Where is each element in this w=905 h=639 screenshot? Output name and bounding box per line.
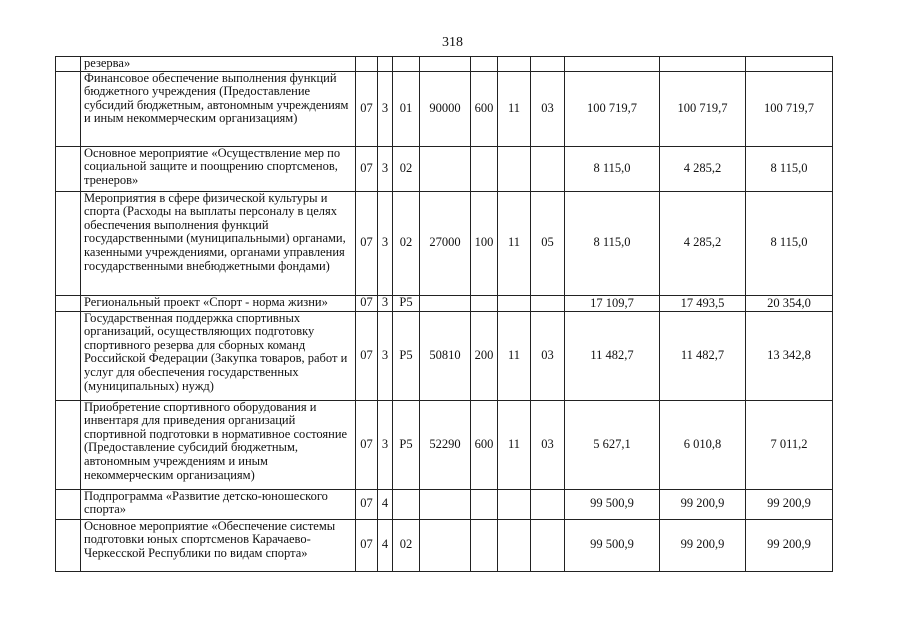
subprogram-code-cell: 3 xyxy=(378,295,393,311)
amount-year1-cell xyxy=(565,57,660,72)
direction-code-cell: 90000 xyxy=(420,71,471,146)
event-code-cell xyxy=(393,57,420,72)
section-code-cell: 07 xyxy=(356,295,378,311)
section-code-cell xyxy=(356,57,378,72)
row-name-cell: Основное мероприятие «Обеспечение системы подготовки юных спортсменов Карачаево-Черкесской Республики по видам спорта» xyxy=(81,519,356,571)
row-index-cell xyxy=(56,295,81,311)
direction-code-cell xyxy=(420,519,471,571)
subsection-cell: 03 xyxy=(531,71,565,146)
subsection-cell xyxy=(531,295,565,311)
section-code-cell: 07 xyxy=(356,146,378,191)
amount-year3-cell xyxy=(746,57,833,72)
table-row xyxy=(56,191,833,295)
expense-type-cell xyxy=(471,295,498,311)
row-name-cell: Региональный проект «Спорт - норма жизни» xyxy=(81,295,356,311)
expense-type-cell xyxy=(471,146,498,191)
amount-year2-cell xyxy=(660,57,746,72)
amount-year1-cell: 17 109,7 xyxy=(565,295,660,311)
chapter-cell xyxy=(498,489,531,519)
amount-year1-cell: 8 115,0 xyxy=(565,146,660,191)
row-index-cell xyxy=(56,489,81,519)
subprogram-code-cell xyxy=(378,57,393,72)
amount-year2-cell: 99 200,9 xyxy=(660,489,746,519)
subsection-cell xyxy=(531,146,565,191)
direction-code-cell: 50810 xyxy=(420,311,471,400)
row-index-cell xyxy=(56,311,81,400)
direction-code-cell: 52290 xyxy=(420,400,471,489)
event-code-cell: P5 xyxy=(393,311,420,400)
row-name-cell: Государственная поддержка спортивных организаций, осуществляющих подготовку спортивного резерва для сборных команд Российской Федерации (Закупка товаров, работ и услуг для обеспечения государственных (муниципальных) нужд) xyxy=(81,311,356,400)
subprogram-code-cell: 3 xyxy=(378,191,393,295)
event-code-cell: 02 xyxy=(393,146,420,191)
chapter-cell xyxy=(498,57,531,72)
row-name-cell: Приобретение спортивного оборудования и инвентаря для приведения организаций спортивной подготовки в нормативное состояние (Предоставление субсидий бюджетным, автономным учреждениям и иным некоммерческим организациям) xyxy=(81,400,356,489)
amount-year3-cell: 20 354,0 xyxy=(746,295,833,311)
row-name-cell: Подпрограмма «Развитие детско-юношеского спорта» xyxy=(81,489,356,519)
table-row xyxy=(56,489,833,519)
subprogram-code-cell: 3 xyxy=(378,311,393,400)
direction-code-cell: 27000 xyxy=(420,191,471,295)
amount-year3-cell: 100 719,7 xyxy=(746,71,833,146)
subprogram-code-cell: 4 xyxy=(378,489,393,519)
subprogram-code-cell: 3 xyxy=(378,146,393,191)
amount-year2-cell: 11 482,7 xyxy=(660,311,746,400)
row-index-cell xyxy=(56,191,81,295)
chapter-cell: 11 xyxy=(498,400,531,489)
chapter-cell: 11 xyxy=(498,311,531,400)
expense-type-cell xyxy=(471,57,498,72)
subprogram-code-cell: 4 xyxy=(378,519,393,571)
row-index-cell xyxy=(56,146,81,191)
subsection-cell: 05 xyxy=(531,191,565,295)
page-number: 318 xyxy=(442,35,463,50)
amount-year1-cell: 8 115,0 xyxy=(565,191,660,295)
chapter-cell: 11 xyxy=(498,71,531,146)
subprogram-code-cell: 3 xyxy=(378,400,393,489)
section-code-cell: 07 xyxy=(356,71,378,146)
chapter-cell xyxy=(498,295,531,311)
expense-type-cell: 200 xyxy=(471,311,498,400)
subprogram-code-cell: 3 xyxy=(378,71,393,146)
amount-year1-cell: 99 500,9 xyxy=(565,489,660,519)
amount-year3-cell: 8 115,0 xyxy=(746,146,833,191)
expense-type-cell: 600 xyxy=(471,71,498,146)
row-name-cell: Мероприятия в сфере физической культуры и спорта (Расходы на выплаты персоналу в целях обеспечения выполнения функций государственными (муниципальными) органами, казенными учреждениями, органами управления государственными внебюджетными фондами) xyxy=(81,191,356,295)
expense-type-cell xyxy=(471,519,498,571)
expense-type-cell xyxy=(471,489,498,519)
row-index-cell xyxy=(56,519,81,571)
chapter-cell xyxy=(498,519,531,571)
budget-table xyxy=(55,56,833,572)
section-code-cell: 07 xyxy=(356,191,378,295)
amount-year3-cell: 7 011,2 xyxy=(746,400,833,489)
amount-year2-cell: 17 493,5 xyxy=(660,295,746,311)
subsection-cell xyxy=(531,489,565,519)
row-index-cell xyxy=(56,71,81,146)
event-code-cell: P5 xyxy=(393,400,420,489)
section-code-cell: 07 xyxy=(356,489,378,519)
direction-code-cell xyxy=(420,57,471,72)
table-row xyxy=(56,71,833,146)
row-name-cell: Финансовое обеспечение выполнения функций бюджетного учреждения (Предоставление субсидий бюджетным, автономным учреждениям и иным некоммерческим организациям) xyxy=(81,71,356,146)
chapter-cell xyxy=(498,146,531,191)
amount-year2-cell: 99 200,9 xyxy=(660,519,746,571)
amount-year2-cell: 4 285,2 xyxy=(660,191,746,295)
expense-type-cell: 600 xyxy=(471,400,498,489)
subsection-cell: 03 xyxy=(531,400,565,489)
subsection-cell: 03 xyxy=(531,311,565,400)
event-code-cell: 01 xyxy=(393,71,420,146)
subsection-cell xyxy=(531,57,565,72)
amount-year2-cell: 4 285,2 xyxy=(660,146,746,191)
amount-year2-cell: 100 719,7 xyxy=(660,71,746,146)
subsection-cell xyxy=(531,519,565,571)
direction-code-cell xyxy=(420,295,471,311)
amount-year1-cell: 5 627,1 xyxy=(565,400,660,489)
event-code-cell: P5 xyxy=(393,295,420,311)
amount-year3-cell: 99 200,9 xyxy=(746,519,833,571)
event-code-cell: 02 xyxy=(393,191,420,295)
table-row xyxy=(56,295,833,311)
section-code-cell: 07 xyxy=(356,311,378,400)
row-name-cell: резерва» xyxy=(81,57,356,72)
table-row xyxy=(56,311,833,400)
amount-year2-cell: 6 010,8 xyxy=(660,400,746,489)
row-index-cell xyxy=(56,400,81,489)
event-code-cell: 02 xyxy=(393,519,420,571)
amount-year3-cell: 8 115,0 xyxy=(746,191,833,295)
expense-type-cell: 100 xyxy=(471,191,498,295)
amount-year1-cell: 100 719,7 xyxy=(565,71,660,146)
table-row xyxy=(56,400,833,489)
table-row xyxy=(56,519,833,571)
table-row xyxy=(56,146,833,191)
section-code-cell: 07 xyxy=(356,400,378,489)
amount-year3-cell: 99 200,9 xyxy=(746,489,833,519)
table-row xyxy=(56,57,833,72)
section-code-cell: 07 xyxy=(356,519,378,571)
chapter-cell: 11 xyxy=(498,191,531,295)
row-index-cell xyxy=(56,57,81,72)
direction-code-cell xyxy=(420,489,471,519)
amount-year1-cell: 11 482,7 xyxy=(565,311,660,400)
amount-year3-cell: 13 342,8 xyxy=(746,311,833,400)
row-name-cell: Основное мероприятие «Осуществление мер по социальной защите и поощрению спортсменов, тренеров» xyxy=(81,146,356,191)
event-code-cell xyxy=(393,489,420,519)
amount-year1-cell: 99 500,9 xyxy=(565,519,660,571)
direction-code-cell xyxy=(420,146,471,191)
